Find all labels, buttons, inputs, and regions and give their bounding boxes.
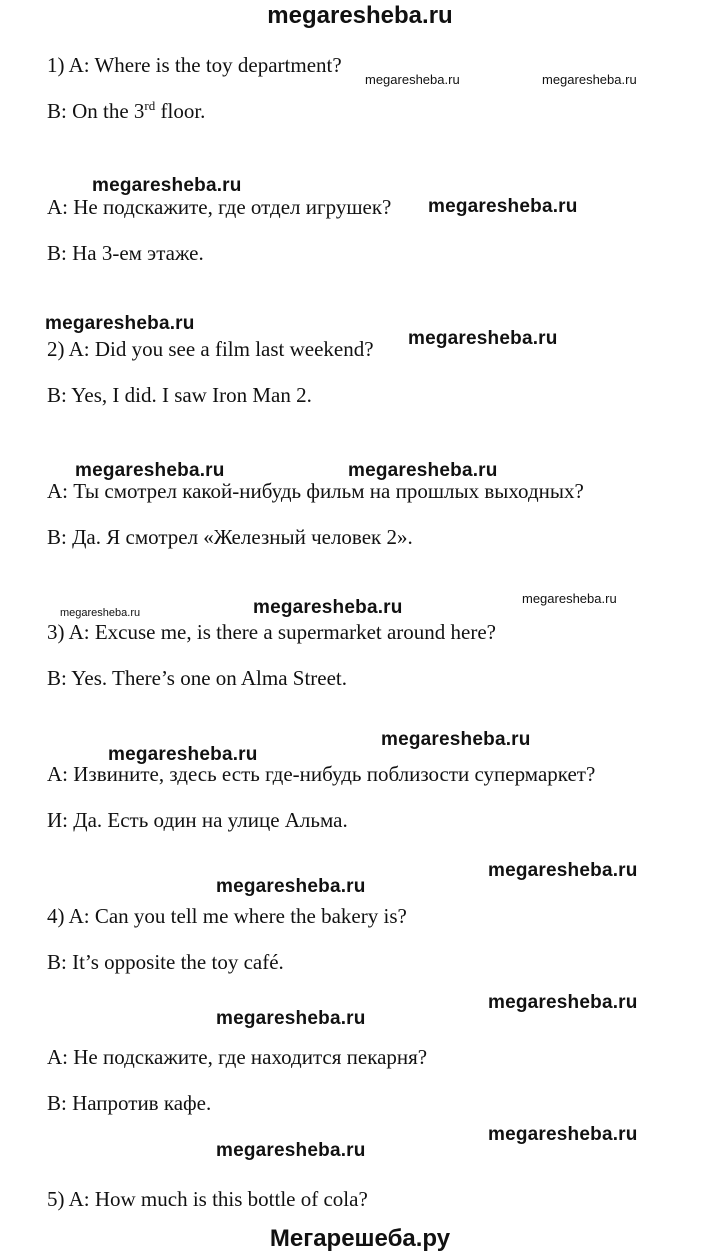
dialogue-line-2b: B: Yes, I did. I saw Iron Man 2. xyxy=(47,383,312,407)
watermark: megaresheba.ru xyxy=(45,313,195,334)
watermark: megaresheba.ru xyxy=(381,729,531,750)
dialogue-line-1a: 1) A: Where is the toy department? xyxy=(47,53,342,77)
watermark: megaresheba.ru xyxy=(522,591,617,606)
translation-line-4a: A: Не подскажите, где находится пекарня? xyxy=(47,1045,428,1069)
watermark: megaresheba.ru xyxy=(92,175,242,196)
translation-line-3a: A: Извините, здесь есть где-нибудь поблизости супермаркет? xyxy=(47,762,596,786)
watermark: megaresheba.ru xyxy=(542,72,637,87)
watermark: megaresheba.ru xyxy=(408,328,558,349)
watermark: megaresheba.ru xyxy=(216,1008,366,1029)
translation-line-1b: B: На 3-ем этаже. xyxy=(47,241,204,265)
watermark: megaresheba.ru xyxy=(348,460,498,481)
dialogue-line-4a: 4) A: Can you tell me where the bakery is? xyxy=(47,904,407,928)
dialogue-line-1b: B: On the 3rd floor. xyxy=(47,98,206,123)
watermark: megaresheba.ru xyxy=(488,1124,638,1145)
dialogue-line-3a: 3) A: Excuse me, is there a supermarket around here? xyxy=(47,620,496,644)
page-header: megaresheba.ru xyxy=(267,2,453,29)
watermark: megaresheba.ru xyxy=(60,607,141,619)
watermark: megaresheba.ru xyxy=(75,460,225,481)
watermark: megaresheba.ru xyxy=(488,860,638,881)
watermark: megaresheba.ru xyxy=(365,72,460,87)
translation-line-2b: B: Да. Я смотрел «Железный человек 2». xyxy=(47,525,413,549)
page-footer: Мегарешеба.ру xyxy=(269,1225,451,1252)
dialogue-line-3b: B: Yes. There’s one on Alma Street. xyxy=(47,666,348,690)
translation-line-4b: B: Напротив кафе. xyxy=(47,1091,212,1115)
dialogue-line-5a: 5) A: How much is this bottle of cola? xyxy=(47,1187,368,1211)
translation-line-3b: И: Да. Есть один на улице Альма. xyxy=(47,808,348,832)
watermark: megaresheba.ru xyxy=(216,876,366,897)
watermark: megaresheba.ru xyxy=(488,992,638,1013)
watermark: megaresheba.ru xyxy=(428,196,578,217)
watermark: megaresheba.ru xyxy=(108,744,258,765)
watermark: megaresheba.ru xyxy=(253,597,403,618)
dialogue-line-4b: B: It’s opposite the toy café. xyxy=(47,950,284,974)
watermark: megaresheba.ru xyxy=(216,1140,366,1161)
translation-line-2a: A: Ты смотрел какой-нибудь фильм на прошлых выходных? xyxy=(47,479,584,503)
translation-line-1a: A: Не подскажите, где отдел игрушек? xyxy=(47,195,392,219)
dialogue-line-2a: 2) A: Did you see a film last weekend? xyxy=(47,337,374,361)
